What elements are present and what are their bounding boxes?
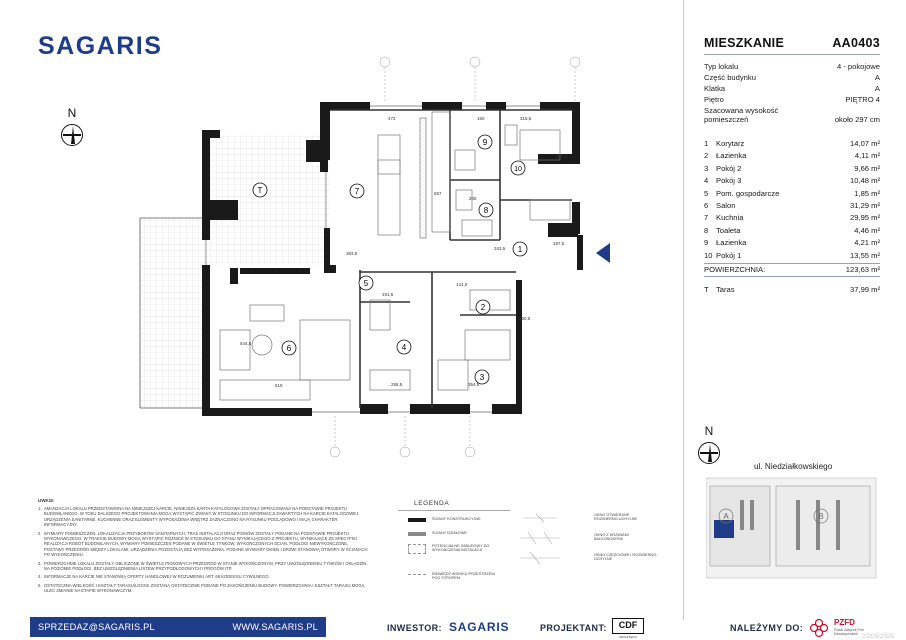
note-item: 1. AMANZACJA LOKALU PRZEDSTAWIONA NA NINIEJSZEJ KARCIE, NINIEJSZA KARTA KATALOGOWA ZOSTAŁA OPRACOWANA NA PODSTAWIE PROJEKTU BUDOWLANEGO. W TOKU DALSZEGO PROJEKTOWANIA MOGĄ WYSTĄPIĆ ZMIANY W STOSUNKU DO INFORMACJI ZAWARTYCH NA KARCIE KATALOGOWEJ. URZĄDZENIA SANITARNE, KUCHENNE ORAZ ELEMENTY WYPOSAŻENIA WNĘTRZ ZAZNACZONO NA RYSUNKU POGLĄDOWO I MAJĄ CHARAKTER INFORMACYJNY. (38, 506, 360, 528)
room-label-bathroom-9: 9 (482, 138, 488, 147)
height-value: około 297 cm (834, 115, 880, 124)
room-label-kitchen: 7 (354, 187, 360, 196)
north-label: N (67, 106, 77, 120)
room-label-room-2: 3 (479, 373, 485, 382)
legend (398, 500, 678, 580)
height-row (704, 106, 880, 124)
apartment-header: MIESZKANIE (704, 36, 785, 50)
legend-rule (398, 510, 510, 511)
note-item: 4. INFORMACJE NA KARCIE NIE STANOWIĄ OFERTY HANDLOWEJ W ROZUMIENIU ART. 66 KODEKSU CYWILNEGO. (38, 574, 270, 580)
designer-sub: ARCHITEKCI (618, 635, 638, 639)
room-label-toilet: 8 (483, 206, 489, 215)
terrace-row: T Taras 37,99 m² (704, 285, 880, 295)
room-row: 5 Pom. gospodarcze 1,85 m² (704, 188, 880, 198)
compass-icon (61, 124, 83, 146)
site-north-label: N (704, 424, 714, 438)
apartment-info-panel (704, 36, 880, 294)
apartment-code: AA0403 (832, 36, 880, 50)
room-label-living: 6 (286, 344, 292, 353)
legend-swatch-partition (408, 532, 426, 536)
note-item: 3. POWIERZCHNIE LOKALU ZOSTAŁY OBLICZONE W ŚWIETLE PIONOWYCH PRZEGRÓD W STANIE WYKOŃCZONYM, PRZY UWZGLĘDNIENIU TYNKÓW I OKŁADZIN, NA POZIOMIE PODŁOGI, BEZ UWZGLĘDNIENIA LISTEW PRZYPODŁOGOWYCH I PROGÓW ITP. (38, 560, 368, 572)
sagaris-logo: SAGARIS (38, 32, 163, 60)
building-b-label: B (818, 512, 824, 521)
note-item: 5. OSTATECZNA WIELKOŚĆ I KSZTAŁT TARASU/LOGGII ZOSTANĄ OSTATECZNIE PODANE PO ZAKOŃCZENIU BUDOWY. POWIERZCHNIA I KSZTAŁT TARASU MOGĄ ULEC ZMIANIE NA ETAPIE WYKONAWCZYM. (38, 582, 365, 594)
website-link[interactable]: WWW.SAGARIS.PL (232, 622, 318, 632)
north-indicator (60, 106, 84, 146)
investor-label: INWESTOR: (387, 623, 442, 633)
note-item: 2. WYMIARY POMIESZCZEŃ, LOKALIZACJA PRZYBORÓW SANITARNYCH, TRAS INSTALACJI ORAZ PIONÓW ZOSTAŁY PODANE NA PODSTAWIE PROJEKTU WYKONAWCZEGO. W TRAKCIE BUDOWY MOGĄ WYSTĄPIĆ RÓŻNICE W STOSUNKU DO STANU WYNIKAJĄCEGO Z PROJEKTU, WYNIKAJĄCE ZE SPECYFIKI REALIZACJI ROBÓT BUDOWLANYCH. WYMIARY POMIESZCZEŃ PODANE W ŚWIETLE TYNKÓW, WYKOŃCZONYCH ŚCIAN. PODŁOGI NIEWYKOŃCZONE, POSTAWY PRZEGRÓD MIĘDZY LOKALAMI, URZĄDZENIA POZOSTAJĄ BEZ WYPOSAŻENIA. PODANE WYMIARY OKIEN I DRZWI STANOWIĄ OTWORY W ŚCIANACH PO WYKOŃCZENIU. (38, 530, 368, 558)
legend-item: ŚCIANY KONSTRUKCYJNE (432, 517, 481, 521)
svg-text:619: 619 (275, 383, 283, 388)
svg-text:472: 472 (388, 116, 396, 121)
site-map (706, 470, 886, 590)
site-north-indicator (698, 424, 720, 464)
site-compass-icon (698, 442, 720, 464)
investor-logo: SAGARIS (449, 620, 510, 634)
terrace-lower (140, 218, 208, 408)
entrance-arrow-icon (596, 243, 610, 263)
room-label-storage: 5 (363, 279, 369, 288)
legend-item: OKNO OTWIERANE ROZWIERNO-UCHYLNE (594, 513, 638, 522)
room-row: 3 Pokój 2 9,66 m² (704, 163, 880, 173)
street-top-label: ul. Niedziałkowskiego (754, 462, 833, 471)
panel-divider (683, 0, 684, 620)
designer-logo: CDF (612, 618, 644, 634)
svg-text:160: 160 (477, 116, 485, 121)
info-row: Typ lokalu 4 - pokojowe (704, 62, 880, 71)
svg-text:544,5: 544,5 (240, 341, 252, 346)
svg-text:141,5: 141,5 (456, 282, 468, 287)
svg-text:197,5: 197,5 (553, 241, 565, 246)
document-date: 22/09/2025 (862, 633, 894, 640)
room-row: 2 Łazienka 4,11 m² (704, 151, 880, 161)
designer-label: PROJEKTANT: (540, 623, 607, 633)
member-logo: PZFD (834, 618, 855, 627)
email-link[interactable]: SPRZEDAZ@SAGARIS.PL (38, 622, 155, 632)
info-row: Klatka A (704, 84, 880, 93)
svg-text:315,5: 315,5 (520, 116, 532, 121)
svg-text:657: 657 (434, 191, 442, 196)
svg-text:260,5: 260,5 (519, 316, 531, 321)
axis-markers (330, 57, 580, 457)
apartment-info-list (704, 61, 880, 124)
svg-text:258,5: 258,5 (391, 382, 403, 387)
room-row: 9 Łazienka 4,21 m² (704, 238, 880, 248)
room-label-room-3: 4 (401, 343, 407, 352)
total-area-row (704, 263, 880, 277)
room-row: 4 Pokój 3 10,48 m² (704, 176, 880, 186)
room-row: 6 Salon 31,29 m² (704, 201, 880, 211)
pzfd-flower-icon (808, 617, 830, 639)
building-a-label: A (723, 512, 729, 521)
legend-title: LEGENDA (414, 500, 450, 507)
room-row: 10 Pokój 1 13,55 m² (704, 250, 880, 260)
legend-item: KRAWĘDŹ WIDOKU PRZESTRZENI POD STROPEM (432, 572, 495, 581)
room-row: 7 Kuchnia 29,95 m² (704, 213, 880, 223)
total-area-value: 123,63 m² (845, 265, 880, 275)
svg-text:397,5: 397,5 (556, 154, 568, 159)
room-row: 1 Korytarz 14,07 m² (704, 139, 880, 148)
notes-header: UWAGI (38, 498, 54, 503)
legend-swatch-edge (408, 574, 426, 575)
legend-swatch-structural (408, 518, 426, 522)
room-label-bedroom-10: 10 (514, 166, 522, 173)
floor-plan (120, 40, 640, 490)
partition-walls (330, 110, 572, 408)
room-label-terrace: T (257, 186, 263, 195)
svg-text:383,5: 383,5 (346, 251, 358, 256)
svg-text:206: 206 (469, 196, 477, 201)
height-label: Szacowana wysokość pomieszczeń (704, 106, 779, 124)
notes-section (38, 498, 368, 597)
apartment-title-row (704, 36, 880, 55)
legend-item: OKNO CZĘŚCIOWE I ROZWIERNO-UCHYLNE (594, 553, 658, 562)
legend-item: ŚCIANY DZIAŁOWE (432, 531, 467, 535)
svg-text:343,5: 343,5 (494, 246, 506, 251)
room-label-bathroom-2: 2 (480, 303, 486, 312)
legend-window-symbols (516, 510, 596, 570)
member-sub: Polski Związek Firm Deweloperskich (834, 628, 865, 636)
info-row: Część budynku A (704, 73, 880, 82)
room-row: 8 Toaleta 4,46 m² (704, 225, 880, 235)
legend-item: OKNO Z DRZWIAMI BALKONOWYMI (594, 533, 629, 542)
legend-item: POTENCJALNE ZABUDOWY DO WYKOŃCZENIA INSTALACJI (432, 544, 490, 553)
rooms-list (704, 138, 880, 262)
svg-text:191,5: 191,5 (382, 292, 394, 297)
contact-bar (30, 617, 326, 637)
info-row: Piętro PIĘTRO 4 (704, 95, 880, 104)
svg-text:354,5: 354,5 (468, 382, 480, 387)
member-label: NALEŻYMY DO: (730, 623, 804, 633)
total-area-label: POWIERZCHNIA: (704, 265, 766, 275)
legend-swatch-potential (408, 544, 426, 554)
room-label-corridor: 1 (517, 245, 523, 254)
